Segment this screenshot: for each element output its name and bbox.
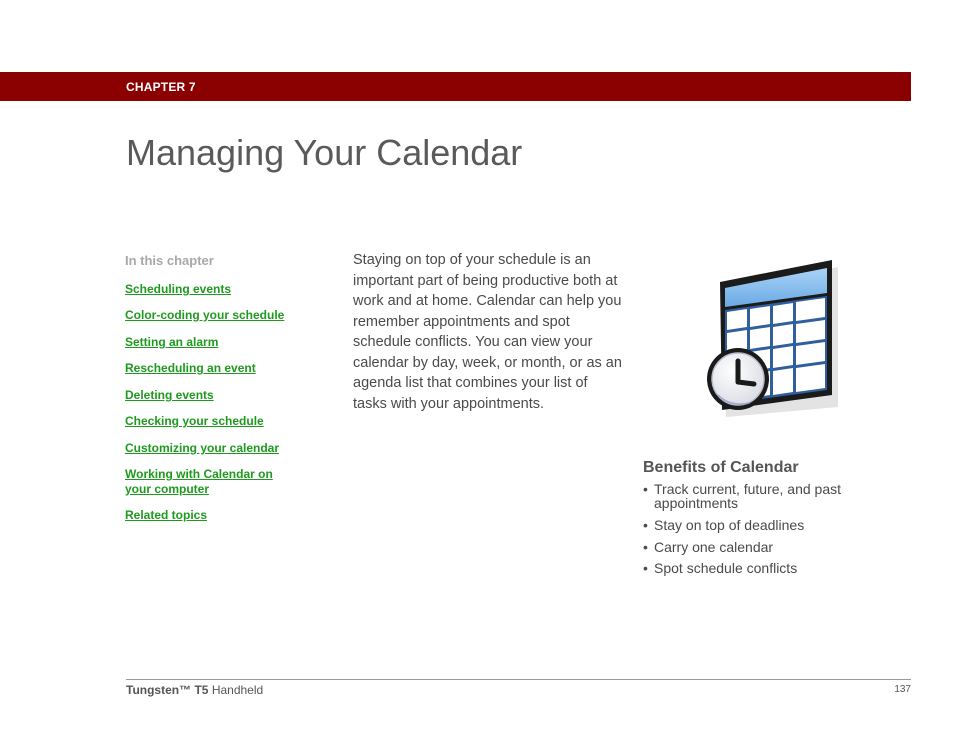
toc-link-rescheduling-event[interactable]: Rescheduling an event bbox=[125, 361, 256, 375]
footer-product-name bbox=[126, 683, 263, 697]
page-number: 137 bbox=[894, 684, 911, 695]
toc-link-deleting-events[interactable]: Deleting events bbox=[125, 388, 214, 402]
toc-link-working-with-computer[interactable]: Working with Calendar on your computer bbox=[125, 467, 273, 496]
toc-link-color-coding[interactable]: Color-coding your schedule bbox=[125, 308, 285, 322]
footer-divider bbox=[126, 679, 911, 680]
benefit-item: • Stay on top of deadlines bbox=[643, 518, 893, 540]
benefit-item: • Spot schedule conflicts bbox=[643, 561, 893, 581]
chapter-header-bar bbox=[0, 72, 911, 101]
page-title: Managing Your Calendar bbox=[126, 132, 523, 173]
footer-brand: Tungsten™ bbox=[126, 683, 192, 697]
toc-link-related-topics[interactable]: Related topics bbox=[125, 508, 208, 522]
toc-link-setting-alarm[interactable]: Setting an alarm bbox=[125, 335, 219, 349]
toc-heading: In this chapter bbox=[125, 253, 214, 268]
benefits-heading: Benefits of Calendar bbox=[643, 459, 799, 476]
chapter-label: CHAPTER 7 bbox=[126, 80, 196, 94]
benefit-item: • Track current, future, and past appointments bbox=[643, 482, 893, 518]
calendar-clock-icon bbox=[700, 255, 840, 425]
toc-link-scheduling-events[interactable]: Scheduling events bbox=[125, 282, 232, 296]
intro-paragraph: Staying on top of your schedule is an important part of being productive both at work and at home. Calendar can help you remember appointments and spot schedule conflicts. You can view your calendar by day, week, or month, or as an agenda list that combines your list of tasks with your appointments. bbox=[353, 252, 622, 412]
footer-product-type: Handheld bbox=[211, 683, 264, 697]
footer-model: T5 bbox=[194, 683, 209, 697]
benefits-list bbox=[643, 482, 893, 581]
toc-link-customizing-calendar[interactable]: Customizing your calendar bbox=[125, 441, 280, 455]
benefit-item: • Carry one calendar bbox=[643, 540, 893, 561]
toc-link-checking-schedule[interactable]: Checking your schedule bbox=[125, 414, 264, 428]
toc-list bbox=[125, 282, 325, 526]
